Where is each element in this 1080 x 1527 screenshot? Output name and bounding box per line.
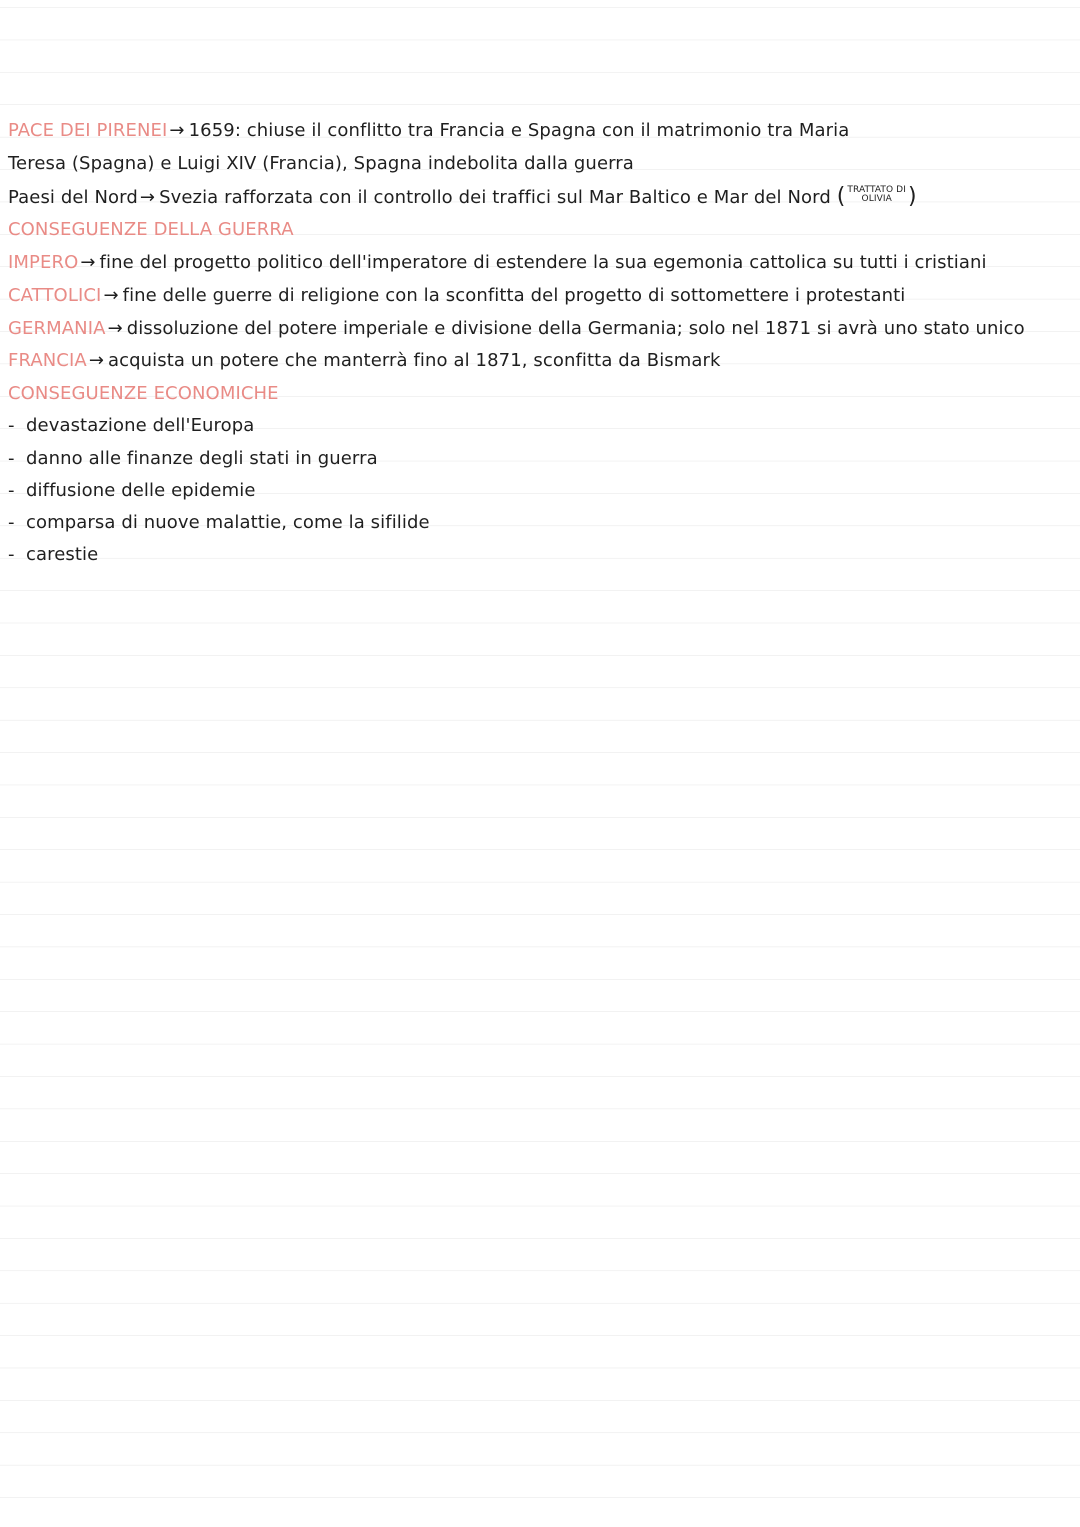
arrow-right-icon: → xyxy=(80,252,96,273)
list-item-text: carestie xyxy=(26,544,99,565)
bullet: - xyxy=(8,448,15,469)
heading-conseguenze-guerra: CONSEGUENZE DELLA GUERRA xyxy=(8,219,294,240)
trattato-di: TRATTATO DI xyxy=(847,185,906,195)
list-item-impero xyxy=(8,252,1072,274)
list-item-francia xyxy=(8,350,1072,372)
list-item-text: devastazione dell'Europa xyxy=(26,415,255,436)
arrow-right-icon: → xyxy=(169,120,185,141)
term-francia: FRANCIA xyxy=(8,350,87,371)
note-text: acquista un potere che manterrà fino al 1871, sconfitta da Bismark xyxy=(108,350,721,371)
note-text: 1659: chiuse il conflitto tra Francia e Spagna con il matrimonio tra Maria xyxy=(188,120,850,141)
note-text: dissoluzione del potere imperiale e divisione della Germania; solo nel 1871 si avrà uno stato unico xyxy=(126,318,1025,339)
trattato-di-olivia-note xyxy=(847,186,906,204)
term-paesi-del-nord: Paesi del Nord xyxy=(8,187,138,208)
list-item xyxy=(8,415,1072,437)
paren-close: ) xyxy=(907,184,917,209)
bullet: - xyxy=(8,512,15,533)
term-cattolici: CATTOLICI xyxy=(8,285,102,306)
paren-open: ( xyxy=(836,184,846,209)
olivia: OLIVIA xyxy=(861,194,892,204)
note-line-pace-dei-pirenei xyxy=(8,120,1072,142)
bullet: - xyxy=(8,480,15,501)
note-text: Svezia rafforzata con il controllo dei traffici sul Mar Baltico e Mar del Nord xyxy=(159,187,831,208)
list-item-germania xyxy=(8,318,1072,340)
arrow-right-icon: → xyxy=(107,318,123,339)
note-text: Teresa (Spagna) e Luigi XIV (Francia), Spagna indebolita dalla guerra xyxy=(8,153,634,174)
list-item-text: comparsa di nuove malattie, come la sifilide xyxy=(26,512,430,533)
list-item xyxy=(8,544,1072,566)
note-line-paesi-del-nord xyxy=(8,186,1072,209)
term-impero: IMPERO xyxy=(8,252,79,273)
arrow-right-icon: → xyxy=(88,350,104,371)
list-item-text: diffusione delle epidemie xyxy=(26,480,256,501)
arrow-right-icon: → xyxy=(103,285,119,306)
term-pace-dei-pirenei: PACE DEI PIRENEI xyxy=(8,120,168,141)
arrow-right-icon: → xyxy=(139,187,156,208)
heading-conseguenze-economiche: CONSEGUENZE ECONOMICHE xyxy=(8,383,279,404)
term-germania: GERMANIA xyxy=(8,318,106,339)
note-text: fine del progetto politico dell'imperatore di estendere la sua egemonia cattolica su tutti i cristiani xyxy=(99,252,987,273)
list-item-text: danno alle finanze degli stati in guerra xyxy=(26,448,378,469)
bullet: - xyxy=(8,415,15,436)
list-item xyxy=(8,512,1072,534)
list-item xyxy=(8,448,1072,470)
note-text: fine delle guerre di religione con la sconfitta del progetto di sottomettere i protestanti xyxy=(122,285,906,306)
list-item-cattolici xyxy=(8,285,1072,307)
note-line-teresa xyxy=(8,153,1072,175)
bullet: - xyxy=(8,544,15,565)
list-item xyxy=(8,480,1072,502)
